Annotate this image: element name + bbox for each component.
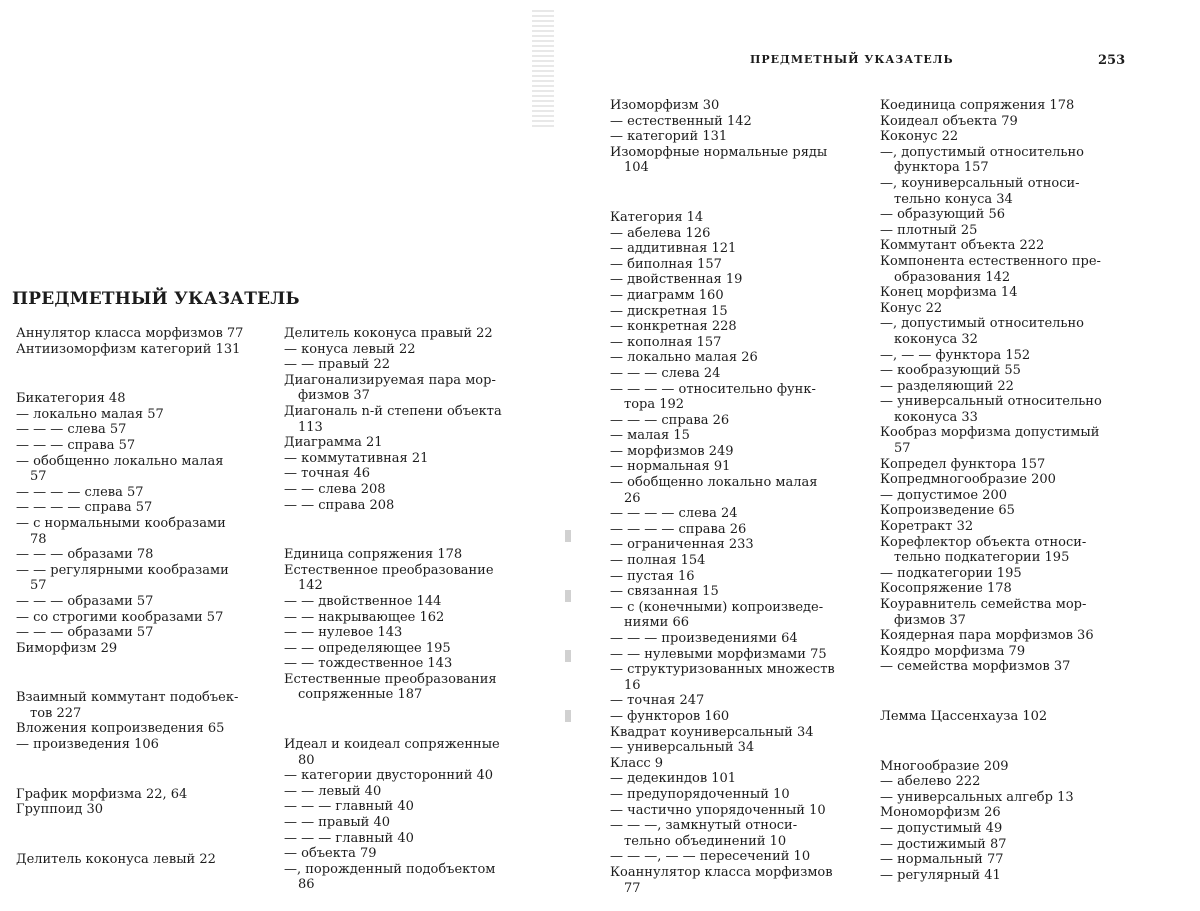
index-entry-continuation: 86 [298,877,315,893]
index-entry: — — — образами 57 [16,625,154,641]
index-entry: Вложения копроизведения 65 [16,721,225,737]
index-entry: — допустимый 49 [880,820,1003,836]
index-entry: —, порожденный подобъектом [284,861,496,877]
index-entry-continuation: 80 [298,752,315,768]
index-entry: Категория 14 [610,209,704,225]
index-entry: — обобщенно локально малая [16,453,224,469]
gutter-marks [565,530,571,750]
page-number: 253 [1098,53,1126,68]
index-entry: — с (конечными) копроизведе- [610,599,824,615]
index-entry: — — нулевыми морфизмами 75 [610,646,827,662]
index-entry: — — правый 40 [284,815,391,831]
index-entry: Коединица сопряжения 178 [880,98,1075,113]
index-entry: — связанная 15 [610,584,719,600]
index-entry: — категории двусторонний 40 [284,768,494,784]
index-entry: Диаграмма 21 [284,435,383,451]
index-entry: — с нормальными кообразами [16,515,226,531]
index-entry: — произведения 106 [16,737,159,753]
index-entry-continuation: тельно объединений 10 [624,833,787,849]
index-entry: — — правый 22 [284,357,391,373]
index-entry: — — — справа 57 [16,437,136,453]
index-entry: — — — слева 24 [610,365,721,381]
index-entry: Корефлектор объекта относи- [880,534,1087,550]
index-entry: Биморфизм 29 [16,640,118,656]
index-entry: Коидеал объекта 79 [880,113,1018,129]
index-entry-continuation: 142 [298,578,323,594]
index-entry: — локально малая 57 [16,406,164,422]
index-entry: — — — образами 57 [16,593,154,609]
index-entry: — категорий 131 [610,129,728,145]
index-entry: Компонента естественного пре- [880,253,1101,269]
index-entry: Коядерная пара морфизмов 36 [880,628,1094,644]
index-entry: — плотный 25 [880,222,978,238]
index-entry: — допустимое 200 [880,487,1007,503]
index-entry: —, коуниверсальный относи- [880,175,1080,191]
index-entry: Естественное преобразование [284,562,494,578]
index-entry: — — — — слева 24 [610,506,738,522]
index-entry: — универсальных алгебр 13 [880,789,1074,805]
index-entry: Мономорфизм 26 [880,805,1001,821]
index-entry: — — — произведениями 64 [610,631,798,646]
index-entry-continuation: 16 [624,677,641,693]
index-entry: — нормальная 91 [610,459,731,475]
index-entry: Единица сопряжения 178 [284,547,463,563]
index-entry: — — регулярными кообразами [16,562,229,578]
index-entry: — кообразующий 55 [880,363,1021,379]
index-entry: — — тождественное 143 [284,656,453,672]
index-entry: — подкатегории 195 [880,565,1022,581]
index-entry-continuation: сопряженные 187 [298,687,423,703]
index-entry: — — — главный 40 [284,830,414,846]
index-entry: Бикатегория 48 [16,391,126,407]
index-entry: — частично упорядоченный 10 [610,802,826,818]
index-entry-continuation: 78 [30,531,47,547]
index-entry-continuation: 26 [624,490,641,506]
index-entry: Косопряжение 178 [880,581,1012,597]
index-entry: — со строгими кообразами 57 [16,609,224,625]
index-entry: — малая 15 [610,428,690,444]
index-entry: — ограниченная 233 [610,537,754,553]
index-entry: — аддитивная 121 [610,241,737,257]
index-entry: —, допустимый относительно [880,144,1084,160]
left-page [0,0,560,911]
index-entry: — конкретная 228 [610,319,737,335]
index-entry: Антиизоморфизм категорий 131 [16,341,241,357]
index-entry-continuation: 57 [30,578,47,594]
index-entry: — — левый 40 [284,783,382,799]
index-entry: Копредмногообразие 200 [880,472,1056,488]
index-title: ПРЕДМЕТНЫЙ УКАЗАТЕЛЬ [12,289,300,309]
index-entry: Коаннулятор класса морфизмов [610,864,833,880]
index-entry: — — — справа 26 [610,412,730,428]
index-entry: — регулярный 41 [880,867,1001,883]
index-entry: — кополная 157 [610,334,722,350]
index-entry: Многообразие 209 [880,758,1009,774]
index-entry: График морфизма 22, 64 [16,786,188,802]
index-entry: — — — — справа 57 [16,500,153,516]
left-column-1 [16,326,266,867]
index-entry: Квадрат коуниверсальный 34 [610,724,814,740]
index-entry: — диаграмм 160 [610,287,724,303]
index-entry-continuation: 113 [298,419,323,435]
index-entry-continuation: 57 [30,469,47,485]
index-entry: Диагональ n-й степени объекта [284,403,502,419]
index-entry-continuation: образования 142 [894,269,1011,285]
index-entry: Коконус 22 [880,129,959,145]
index-entry: — объекта 79 [284,846,377,862]
index-entry: Изоморфизм 30 [610,98,720,113]
index-entry: — локально малая 26 [610,350,758,366]
index-entry: — — накрывающее 162 [284,609,445,625]
index-entry-continuation: функтора 157 [894,160,989,176]
index-entry: Коммутант объекта 222 [880,238,1045,254]
index-entry: — — — — справа 26 [610,521,747,537]
index-entry: — морфизмов 249 [610,443,734,459]
index-entry-continuation: 57 [894,441,911,457]
index-entry: Делитель коконуса правый 22 [284,326,493,341]
index-entry: — семейства морфизмов 37 [880,659,1071,675]
index-entry: — коммутативная 21 [284,450,429,466]
index-entry: — естественный 142 [610,113,752,129]
index-entry: Изоморфные нормальные ряды [610,144,828,160]
index-entry: — — — — слева 57 [16,484,144,500]
index-entry: — абелево 222 [880,774,981,790]
index-entry: — абелева 126 [610,225,711,241]
index-entry: — — —, — — пересечений 10 [610,849,811,865]
left-column-2 [284,326,544,893]
index-entry: — — нулевое 143 [284,625,403,641]
index-entry-continuation: коконуса 33 [894,409,978,425]
index-entry: Естественные преобразования [284,671,497,687]
index-entry: — пустая 16 [610,568,695,584]
index-entry: — точная 247 [610,693,705,709]
index-entry-continuation: физмов 37 [298,388,370,404]
index-entry: —, допустимый относительно [880,316,1084,332]
index-entry: Делитель коконуса левый 22 [16,851,216,867]
index-entry: Конус 22 [880,300,943,316]
index-entry: Взаимный коммутант подобъек- [16,690,239,706]
index-entry: Аннулятор класса морфизмов 77 [16,326,244,341]
index-entry: — — —, замкнутый относи- [610,818,798,834]
index-entry: Конец морфизма 14 [880,285,1018,301]
index-entry: — разделяющий 22 [880,378,1014,394]
index-entry: Класс 9 [610,755,664,771]
index-entry: — образующий 56 [880,207,1006,223]
index-entry-continuation: коконуса 32 [894,331,978,347]
index-entry: Коядро морфизма 79 [880,643,1026,659]
running-head: ПРЕДМЕТНЫЙ УКАЗАТЕЛЬ [750,53,954,66]
index-entry: — — слева 208 [284,481,386,497]
index-entry: — конуса левый 22 [284,341,416,357]
index-entry: Группоид 30 [16,802,104,818]
index-entry: Диагонализируемая пара мор- [284,372,496,388]
index-entry-continuation: тельно конуса 34 [894,191,1013,207]
index-entry: — — определяющее 195 [284,640,451,656]
index-entry: Коуравнитель семейства мор- [880,597,1087,612]
index-entry: Коретракт 32 [880,519,974,535]
index-entry: — — — слева 57 [16,422,127,438]
index-entry: — достижимый 87 [880,836,1007,852]
index-entry: — дискретная 15 [610,303,728,319]
index-entry: — — — главный 40 [284,799,414,815]
index-entry: — точная 46 [284,466,371,482]
index-entry: — предупорядоченный 10 [610,786,790,802]
index-entry: — универсальный относительно [880,394,1102,410]
index-entry: Кообраз морфизма допустимый [880,425,1100,441]
index-entry: — полная 154 [610,553,706,569]
index-entry: — биполная 157 [610,256,722,272]
index-entry: — дедекиндов 101 [610,771,737,787]
index-entry: Идеал и коидеал сопряженные [284,737,500,753]
index-entry: — универсальный 34 [610,740,755,756]
index-entry: — нормальный 77 [880,852,1004,868]
index-entry: — структуризованных множеств [610,662,835,678]
index-entry: — — — образами 78 [16,547,154,563]
index-entry-continuation: 77 [624,880,641,896]
index-entry: — — — — относительно функ- [610,381,816,397]
index-entry: — — двойственное 144 [284,593,442,609]
index-entry: Лемма Цассенхауза 102 [880,708,1048,724]
index-entry-continuation: ниями 66 [624,615,689,631]
index-entry: Копредел функтора 157 [880,456,1046,472]
index-entry-continuation: тельно подкатегории 195 [894,550,1070,566]
index-entry-continuation: 104 [624,160,649,176]
index-entry: — — справа 208 [284,497,395,513]
index-entry: Копроизведение 65 [880,503,1015,519]
index-entry-continuation: физмов 37 [894,612,966,628]
right-column-1 [610,98,865,896]
index-entry: — обобщенно локально малая [610,475,818,491]
index-entry-continuation: тора 192 [624,397,685,413]
index-entry: — функторов 160 [610,708,730,724]
index-entry: —, — — функтора 152 [880,347,1031,363]
right-column-2 [880,98,1140,883]
index-entry-continuation: тов 227 [30,705,82,721]
index-entry: — двойственная 19 [610,272,743,288]
